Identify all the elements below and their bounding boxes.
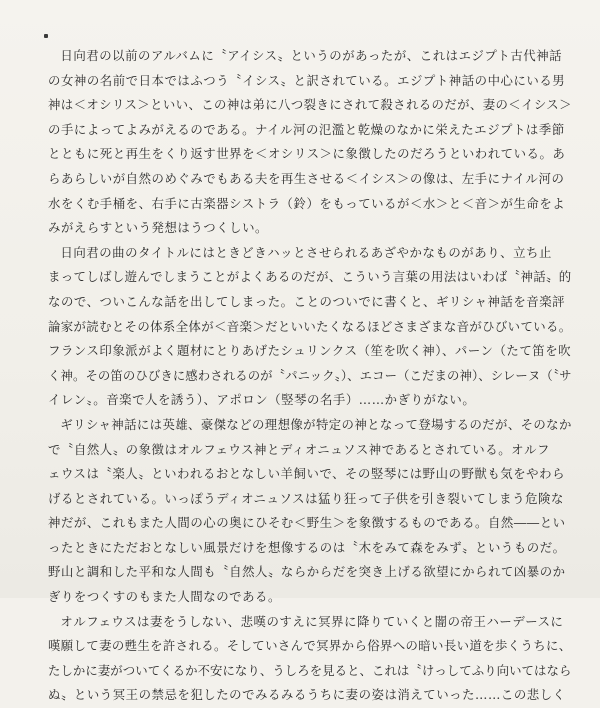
text-line: オルフェウスは妻をうしない、悲嘆のすえに冥界に降りていくと闇の帝王ハーデースに: [60, 613, 564, 629]
text-line: 水をくむ手桶を、右手に古楽器シストラ（鈴）をもっているが＜水＞と＜音＞が生命をよ: [48, 195, 566, 211]
text-line: の女神の名前で日本ではふつう〝イシス〟と訳されている。エジプト神話の中心にいる男: [48, 72, 566, 88]
text-line: 神は＜オシリス＞といい、この神は弟に八つ裂きにされて殺されるのだが、妻の＜イシス＞: [48, 97, 572, 113]
text-line: く神。その笛のひびきに感わされるのが〝パニック〟）、エコー（こだまの神）、シレーヌ（〝サ: [48, 367, 572, 383]
text-line: まってしばし遊んでしまうことがよくあるのだが、こういう言葉の用法はいわば〝神話〟的: [48, 269, 572, 285]
text-line: 論家が読むとその体系全体が＜音楽＞だといいたくなるほどさまざまな音がひびいている。: [48, 318, 572, 334]
text-line: みがえらすという発想はうつくしい。: [48, 220, 268, 236]
text-line: イレン〟。音楽で人を誘う）、アポロン（竪琴の名手）……かぎりがない。: [48, 392, 476, 408]
text-line: ぬ〟という冥王の禁忌を犯したのでみるみるうちに妻の姿は消えていった……この悲しく: [48, 687, 566, 703]
text-line: たしかに妻がついてくるか不安になり、うしろを見ると、これは〝けっしてふり向いてはなら: [48, 662, 572, 678]
text-line: とともに死と再生をくり返す世界を＜オシリス＞に象徴したのだろうといわれている。あ: [48, 146, 566, 162]
liner-notes-text: [48, 44, 574, 708]
text-line: らあらしいが自然のめぐみでもある夫を再生させる＜イシス＞の像は、左手にナイル河の: [48, 170, 565, 186]
text-line: 嘆願して妻の甦生を許される。そしていさんで冥界から俗界への暗い長い道を歩くうちに、: [48, 638, 572, 654]
page-corner-mark: [44, 34, 48, 38]
text-line: 日向君の曲のタイトルにはときどきハッとさせられるあざやかなものがあり、立ち止: [60, 244, 552, 260]
text-line: ェウスは〝楽人〟といわれるおとなしい羊飼いで、その竪琴には野山の野獣も気をやわら: [48, 466, 566, 482]
text-line: 野山と調和した平和な人間も〝自然人〟ならからだを突き上げる欲望にかられて凶暴のか: [48, 564, 566, 580]
text-line: ぎりをつくすのもまた人間なのである。: [48, 589, 281, 605]
text-line: フランス印象派がよく題材にとりあげたシュリンクス（笙を吹く神）、パーン（たて笛を吹: [48, 343, 572, 359]
text-line: げるとされている。いっぽうディオニュソスは猛り狂って子供を引き裂いてしまう危険な: [48, 490, 564, 506]
text-line: 神だが、これもまた人間の心の奥にひそむ＜野生＞を象徴するものである。自然――とい: [48, 515, 566, 531]
text-line: ギリシャ神話には英雄、豪傑などの理想像が特定の神となって登場するのだが、そのなか: [60, 416, 572, 432]
text-line: の手によってよみがえるのである。ナイル河の氾濫と乾燥のなかに栄えたエジプトは季節: [48, 121, 565, 137]
text-line: で〝自然人〟の象徴はオルフェウス神とディオニュソス神であるとされている。オルフ: [48, 441, 550, 457]
text-line: 日向君の以前のアルバムに〝アイシス〟というのがあったが、これはエジプト古代神話: [60, 48, 563, 63]
text-line: ったときにただおとなしい風景だけを想像するのは〝木をみて森をみず〟というものだ。: [48, 539, 566, 555]
text-line: なので、ついこんな話を出してしまった。ことのついでに書くと、ギリシャ神話を音楽評: [48, 293, 566, 309]
